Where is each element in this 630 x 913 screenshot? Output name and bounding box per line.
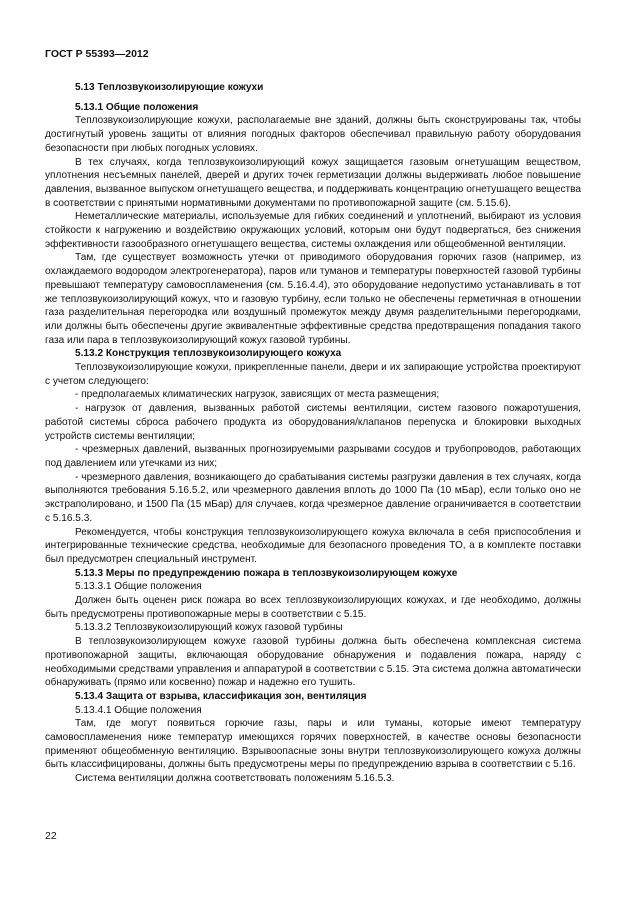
paragraph: Там, где существует возможность утечки от приводимого оборудования горючих газов (например, из охлаждаемого водородом электрогенератора), паров или туманов и температуры поверхностей газовой турбины превышают температуру самовоспламенения (см. 5.16.4.4), это оборудование недопустимо устанавливать в тот же теплозвукоизолирующий кожух, что и газовую турбину, если только не обеспечены герметичная в отношении газа разделительная перегородка или воздушный промежуток между двумя разделительными перегородками, или должны быть обеспечены другие эквивалентные эффективные средства предотвращения попадания такого газа или пара в теплозвукоизолирующий кожух газовой турбины.	[45, 252, 581, 346]
section-heading: 5.13 Теплозвукоизолирующие кожухи	[75, 82, 264, 93]
clause-heading: 5.13.3.2 Теплозвукоизолирующий кожух газовой турбины	[75, 622, 343, 634]
paragraph: В теплозвукоизолирующем кожухе газовой турбины должна быть обеспечена комплексная система противопожарной защиты, включающая оборудование обнаружения и подавления пожара, наряду с необходимыми средствами управления и аппаратурой в соответствии с 5.15. Эта система должна автоматически обнаруживать (прямо или косвенно) пожар и надежно его тушить.	[45, 636, 581, 689]
paragraph: Неметаллические материалы, используемые для гибких соединений и уплотнений, выбирают из условия стойкости к нагружению и воздействию окружающих условий, которым они будут подвергаться, без снижения эффективности газообразного огнетушащего вещества, системы охлаждения или общеобменной вентиляции.	[45, 211, 581, 250]
paragraph: Там, где могут появиться горючие газы, пары и или туманы, которые имеют температуру самовоспламенения ниже температур имеющихся горячих поверхностей, в качестве основы безопасности применяют общеобменную вентиляцию. Взрывоопасные зоны внутри теплозвукоизолирующего кожуха должны быть классифицированы, должны быть предусмотрены меры по предупреждению взрыва в соответствии с 5.16.	[45, 718, 581, 771]
paragraph: Система вентиляции должна соответствовать положениям 5.16.5.3.	[75, 773, 395, 785]
subsection-heading: 5.13.2 Конструкция теплозвукоизолирующего кожуха	[75, 348, 342, 360]
document-body	[45, 81, 581, 786]
paragraph: В тех случаях, когда теплозвукоизолирующий кожух защищается газовым огнетушащим веществом, уплотнения несъемных панелей, дверей и других точек герметизации должны выдерживать любое повышение давления, вызванное выпуском огнетушащего вещества, и поддерживать концентрацию огнетушащего вещества в соответствии с принятыми нормативными документами по противопожарной защите (см. 5.15.6).	[45, 156, 581, 209]
clause-heading: 5.13.3.1 Общие положения	[75, 581, 202, 593]
paragraph: Теплозвукоизолирующие кожухи, прикрепленные панели, двери и их запирающие устройства проектируют с учетом следующего:	[45, 362, 581, 387]
list-item: - чрезмерных давлений, вызванных прогнозируемыми разрывами сосудов и трубопроводов, работающих под давлением или утечками из них;	[45, 444, 581, 469]
list-item: - предполагаемых климатических нагрузок, зависящих от места размещения;	[75, 389, 440, 401]
clause-heading: 5.13.4.1 Общие положения	[75, 704, 202, 716]
subsection-heading: 5.13.1 Общие положения	[75, 101, 199, 113]
list-item: - чрезмерного давления, возникающего до срабатывания системы разгрузки давления в тех случаях, когда выполняются требования 5.16.5.2, или чрезмерного давления вплоть до 1000 Па (10 мБар), если только оно не экстраполировано, и 1500 Па (15 мБар) для случаев, когда чрезмерное давление ограничивается в соответствии с 5.16.5.3.	[45, 471, 581, 524]
subsection-heading: 5.13.4 Защита от взрыва, классификация зон, вентиляция	[75, 690, 367, 702]
standard-header: ГОСТ Р 55393—2012	[45, 48, 149, 60]
paragraph: Должен быть оценен риск пожара во всех теплозвукоизолирующих кожухах, и где необходимо, должны быть предусмотрены противопожарные меры в соответствии с 5.15.	[45, 595, 581, 620]
subsection-heading: 5.13.3 Меры по предупреждению пожара в теплозвукоизолирующем кожухе	[75, 567, 458, 579]
page-number: 22	[45, 830, 57, 842]
paragraph: Рекомендуется, чтобы конструкция теплозвукоизолирующего кожуха включала в себя приспособления и интегрированные технические средства, необходимые для безопасного проведения ТО, а в комплекте поставки был предусмотрен специальный инструмент.	[45, 526, 581, 565]
paragraph: Теплозвукоизолирующие кожухи, располагаемые вне зданий, должны быть сконструированы так, чтобы достигнутый уровень защиты от влияния погодных факторов обеспечивал правильную работу оборудования безопасности при любых погодных условиях.	[45, 115, 581, 154]
list-item: - нагрузок от давления, вызванных работой системы вентиляции, систем газового пожаротушения, работой системы сброса рабочего продукта из оборудования/клапанов перепуска и блокировки выходных устройств системы вентиляции;	[45, 403, 581, 442]
